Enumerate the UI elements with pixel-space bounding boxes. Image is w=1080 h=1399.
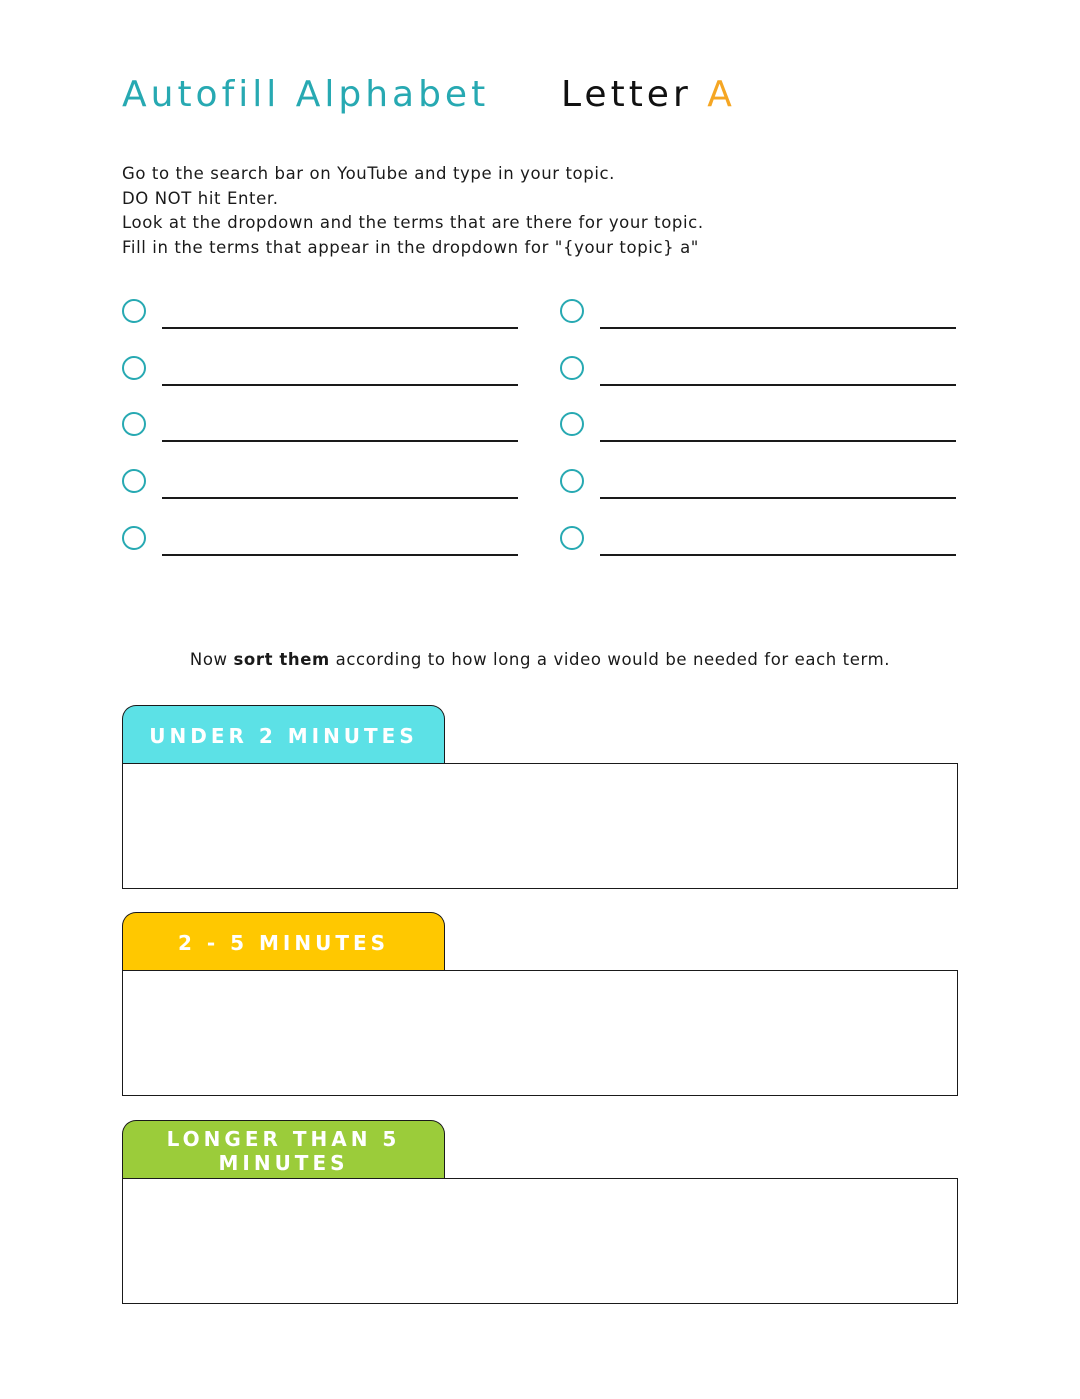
page-title: Autofill Alphabet — [122, 74, 490, 115]
fill-in-item[interactable] — [122, 467, 518, 503]
circle-outline-icon[interactable] — [122, 526, 146, 550]
category-label: 2 - 5 MINUTES — [177, 930, 390, 955]
instruction-line: DO NOT hit Enter. — [122, 188, 279, 208]
fill-in-item[interactable] — [560, 354, 956, 390]
letter-label: Letter — [561, 74, 692, 115]
fill-in-item[interactable] — [122, 410, 518, 446]
letter-heading — [561, 74, 736, 115]
category-box-under-2-minutes[interactable] — [122, 763, 958, 889]
fill-in-line[interactable] — [600, 497, 956, 499]
fill-in-line[interactable] — [162, 440, 518, 442]
fill-in-line[interactable] — [600, 440, 956, 442]
fill-in-line[interactable] — [600, 384, 956, 386]
fill-in-item[interactable] — [560, 467, 956, 503]
fill-in-line[interactable] — [162, 327, 518, 329]
sort-prefix: Now — [189, 650, 228, 669]
circle-outline-icon[interactable] — [560, 299, 584, 323]
circle-outline-icon[interactable] — [122, 299, 146, 323]
category-box-2-5-minutes[interactable] — [122, 970, 958, 1096]
instruction-line: Look at the dropdown and the terms that are there for your topic. — [122, 213, 704, 232]
category-tab-2-5-minutes — [122, 912, 445, 972]
sort-bold: sort them — [233, 650, 330, 669]
letter-value: A — [707, 74, 736, 115]
fill-in-item[interactable] — [122, 354, 518, 390]
circle-outline-icon[interactable] — [122, 356, 146, 380]
circle-outline-icon[interactable] — [560, 526, 584, 550]
category-tab-longer-than-5-minutes — [122, 1120, 445, 1180]
circle-outline-icon[interactable] — [560, 356, 584, 380]
category-box-longer-than-5-minutes[interactable] — [122, 1178, 958, 1304]
circle-outline-icon[interactable] — [122, 412, 146, 436]
fill-in-line[interactable] — [162, 554, 518, 556]
instructions — [122, 162, 942, 260]
fill-in-item[interactable] — [560, 524, 956, 560]
category-tab-under-2-minutes — [122, 705, 445, 765]
sort-instruction — [0, 650, 1080, 669]
instruction-line: Fill in the terms that appear in the dropdown for "{your topic} a" — [122, 237, 699, 257]
instruction-line: Go to the search bar on YouTube and type in your topic. — [122, 164, 616, 183]
fill-in-item[interactable] — [122, 524, 518, 560]
fill-in-line[interactable] — [600, 327, 956, 329]
circle-outline-icon[interactable] — [560, 469, 584, 493]
fill-in-grid — [122, 297, 958, 567]
fill-in-line[interactable] — [162, 497, 518, 499]
fill-in-line[interactable] — [162, 384, 518, 386]
category-label: LONGER THAN 5 MINUTES — [166, 1126, 401, 1175]
category-label: UNDER 2 MINUTES — [149, 723, 418, 748]
sort-suffix: according to how long a video would be needed for each term. — [335, 650, 891, 669]
fill-in-item[interactable] — [560, 410, 956, 446]
circle-outline-icon[interactable] — [560, 412, 584, 436]
fill-in-item[interactable] — [560, 297, 956, 333]
circle-outline-icon[interactable] — [122, 469, 146, 493]
fill-in-item[interactable] — [122, 297, 518, 333]
fill-in-line[interactable] — [600, 554, 956, 556]
